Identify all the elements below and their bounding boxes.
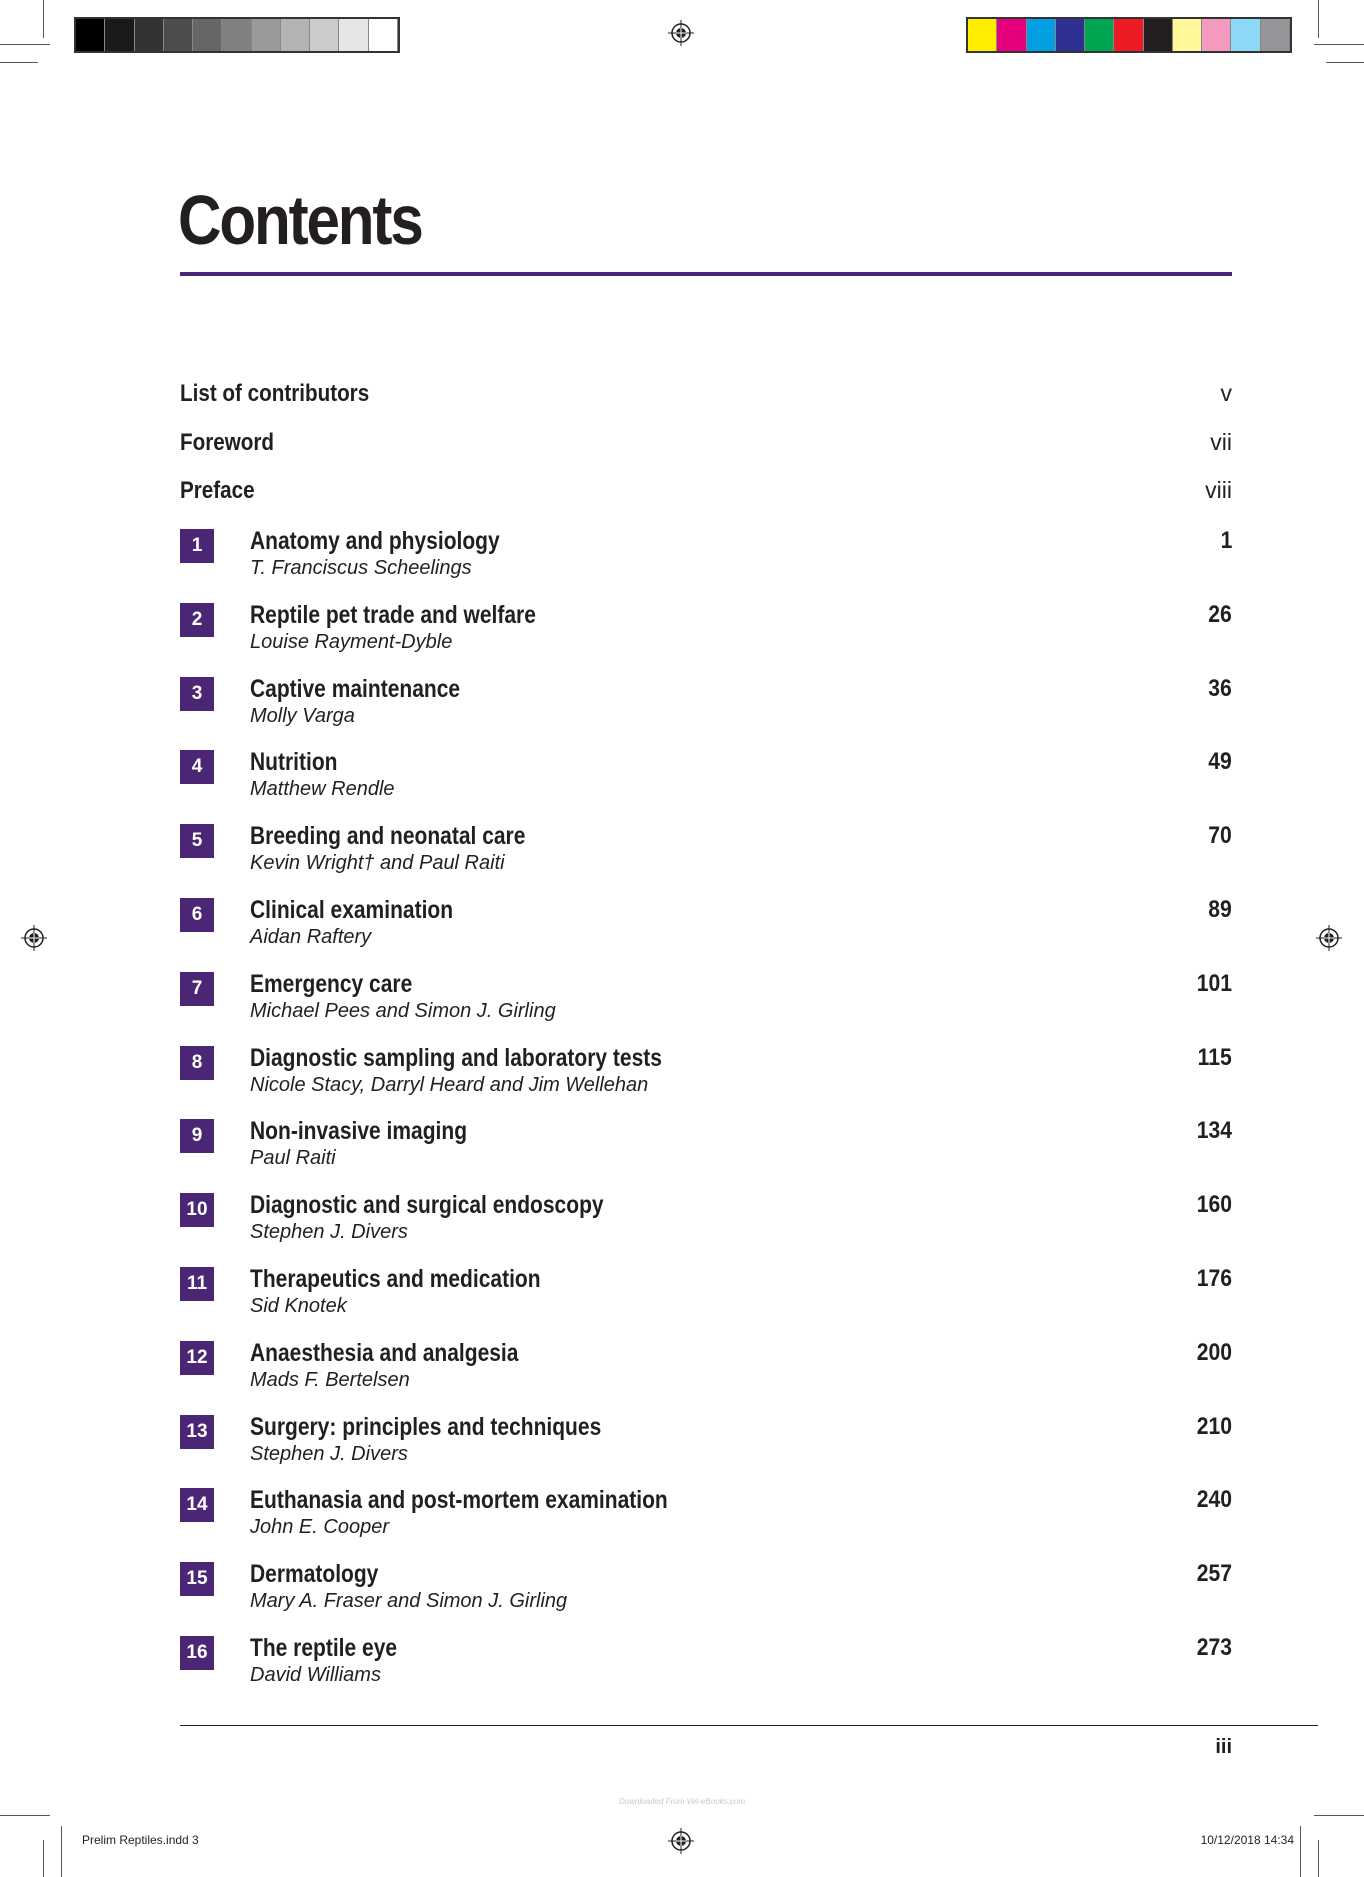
toc-chapter-row[interactable]	[180, 1339, 1232, 1395]
chapter-title: Diagnostic and surgical endoscopy	[250, 1191, 604, 1219]
color-swatch	[997, 19, 1026, 51]
crop-mark-bottom-right-v	[1318, 1840, 1319, 1877]
crop-mark-bottom-left-v	[43, 1840, 44, 1877]
chapter-page-number: 134	[1196, 1117, 1232, 1144]
toc-entry-title: List of contributors	[180, 380, 370, 407]
toc-chapter-row[interactable]	[180, 527, 1232, 583]
chapter-author: Aidan Raftery	[250, 926, 372, 948]
chapter-author: Stephen J. Divers	[250, 1221, 408, 1243]
slug-filename: Prelim Reptiles.indd 3	[82, 1833, 199, 1847]
toc-front-matter-row[interactable]	[180, 429, 1232, 461]
toc-chapter-row[interactable]	[180, 1044, 1232, 1100]
color-swatch	[193, 19, 222, 51]
chapter-page-number: 160	[1196, 1191, 1232, 1218]
chapter-page-number: 89	[1208, 896, 1232, 923]
chapter-author: Mads F. Bertelsen	[250, 1369, 410, 1391]
color-swatch	[369, 19, 398, 51]
grayscale-color-bar	[74, 17, 400, 53]
toc-entry-title: Preface	[180, 477, 255, 504]
chapter-title: Euthanasia and post-mortem examination	[250, 1486, 668, 1514]
chapter-title: Therapeutics and medication	[250, 1265, 541, 1293]
chapter-title: Surgery: principles and techniques	[250, 1413, 602, 1441]
toc-chapter-row[interactable]	[180, 1117, 1232, 1173]
crop-mark-bottom-left-v2	[61, 1826, 62, 1877]
chapter-page-number: 176	[1196, 1265, 1232, 1292]
chapter-title: Anatomy and physiology	[250, 527, 500, 555]
color-swatch	[1202, 19, 1231, 51]
chapter-page-number: 70	[1208, 822, 1232, 849]
chapter-author: Mary A. Fraser and Simon J. Girling	[250, 1590, 568, 1612]
chapter-title: Emergency care	[250, 970, 413, 998]
registration-mark-icon	[1316, 925, 1342, 951]
color-swatch	[105, 19, 134, 51]
chapter-author: Molly Varga	[250, 705, 355, 727]
chapter-page-number: 115	[1197, 1044, 1232, 1071]
chapter-title: The reptile eye	[250, 1634, 398, 1662]
chapter-number-badge: 13	[180, 1415, 214, 1449]
footer-rule	[180, 1725, 1318, 1726]
crop-mark-top-left-h	[0, 44, 50, 45]
chapter-title: Dermatology	[250, 1560, 379, 1588]
toc-page-number: viii	[1205, 477, 1232, 503]
crop-mark-top-left-v	[43, 0, 44, 38]
chapter-number-badge: 9	[180, 1119, 214, 1153]
toc-chapter-row[interactable]	[180, 1560, 1232, 1616]
page-title: Contents	[178, 181, 422, 259]
chapter-page-number: 26	[1208, 601, 1232, 628]
chapter-title: Nutrition	[250, 748, 338, 776]
chapter-number-badge: 15	[180, 1562, 214, 1596]
chapter-number-badge: 11	[180, 1267, 214, 1301]
chapter-page-number: 200	[1196, 1339, 1232, 1366]
chapter-author: Sid Knotek	[250, 1295, 347, 1317]
color-swatch	[1085, 19, 1114, 51]
page-number: iii	[1215, 1736, 1232, 1758]
chapter-title: Captive maintenance	[250, 675, 461, 703]
toc-entry-title: Foreword	[180, 429, 275, 456]
registration-mark-icon	[21, 925, 47, 951]
toc-chapter-row[interactable]	[180, 675, 1232, 731]
color-swatch	[164, 19, 193, 51]
chapter-number-badge: 1	[180, 529, 214, 563]
chapter-author: David Williams	[250, 1664, 381, 1686]
chapter-author: John E. Cooper	[250, 1516, 389, 1538]
chapter-title: Diagnostic sampling and laboratory tests	[250, 1044, 662, 1072]
color-swatch	[1027, 19, 1056, 51]
chapter-author: Matthew Rendle	[250, 778, 395, 800]
crop-mark-top-right-h2	[1326, 62, 1364, 63]
chapter-title: Breeding and neonatal care	[250, 822, 526, 850]
color-swatch	[252, 19, 281, 51]
crop-mark-top-left-v2	[0, 62, 38, 63]
chapter-number-badge: 3	[180, 677, 214, 711]
registration-mark-icon	[668, 1828, 694, 1854]
chapter-author: Nicole Stacy, Darryl Heard and Jim Wellehan	[250, 1074, 649, 1096]
chapter-number-badge: 10	[180, 1193, 214, 1227]
toc-page-number: vii	[1210, 429, 1232, 455]
watermark: Downloaded From Vet-eBooks.com	[619, 1797, 745, 1806]
chapter-author: Stephen J. Divers	[250, 1443, 408, 1465]
color-swatch	[76, 19, 105, 51]
chapter-page-number: 49	[1208, 748, 1232, 775]
toc-chapter-row[interactable]	[180, 970, 1232, 1026]
toc-chapter-row[interactable]	[180, 1634, 1232, 1690]
chapter-number-badge: 6	[180, 898, 214, 932]
color-swatch	[310, 19, 339, 51]
crop-mark-bottom-left-h	[0, 1815, 50, 1816]
chapter-author: Michael Pees and Simon J. Girling	[250, 1000, 556, 1022]
cmyk-color-bar	[966, 17, 1292, 53]
crop-mark-top-right-v	[1318, 0, 1319, 38]
crop-mark-top-right-h	[1314, 44, 1364, 45]
chapter-number-badge: 7	[180, 972, 214, 1006]
chapter-author: T. Franciscus Scheelings	[250, 557, 472, 579]
chapter-title: Clinical examination	[250, 896, 454, 924]
crop-mark-bottom-right-h	[1314, 1815, 1364, 1816]
chapter-page-number: 257	[1196, 1560, 1232, 1587]
chapter-number-badge: 12	[180, 1341, 214, 1375]
toc-chapter-row[interactable]	[180, 1413, 1232, 1469]
chapter-author: Kevin Wright† and Paul Raiti	[250, 852, 505, 874]
chapter-number-badge: 5	[180, 824, 214, 858]
color-swatch	[222, 19, 251, 51]
color-swatch	[1261, 19, 1290, 51]
chapter-author: Paul Raiti	[250, 1147, 336, 1169]
chapter-page-number: 1	[1220, 527, 1232, 554]
chapter-number-badge: 14	[180, 1488, 214, 1522]
title-rule	[180, 272, 1232, 276]
color-swatch	[1056, 19, 1085, 51]
chapter-title: Reptile pet trade and welfare	[250, 601, 536, 629]
color-swatch	[339, 19, 368, 51]
color-swatch	[135, 19, 164, 51]
color-swatch	[1144, 19, 1173, 51]
chapter-number-badge: 16	[180, 1636, 214, 1670]
chapter-author: Louise Rayment-Dyble	[250, 631, 453, 653]
toc-chapter-row[interactable]	[180, 1486, 1232, 1542]
chapter-page-number: 101	[1196, 970, 1232, 997]
slug-timestamp: 10/12/2018 14:34	[1200, 1833, 1294, 1847]
toc-chapter-row[interactable]	[180, 601, 1232, 657]
toc-chapter-row[interactable]	[180, 896, 1232, 952]
chapter-page-number: 36	[1208, 675, 1232, 702]
chapter-number-badge: 2	[180, 603, 214, 637]
toc-front-matter-row[interactable]	[180, 380, 1232, 412]
chapter-page-number: 210	[1196, 1413, 1232, 1440]
toc-front-matter-row[interactable]	[180, 477, 1232, 509]
chapter-title: Anaesthesia and analgesia	[250, 1339, 519, 1367]
chapter-title: Non-invasive imaging	[250, 1117, 468, 1145]
color-swatch	[1173, 19, 1202, 51]
chapter-number-badge: 4	[180, 750, 214, 784]
chapter-number-badge: 8	[180, 1046, 214, 1080]
toc-page-number: v	[1220, 380, 1232, 406]
crop-mark-bottom-right-v2	[1300, 1826, 1301, 1877]
color-swatch	[1231, 19, 1260, 51]
toc-chapter-row[interactable]	[180, 822, 1232, 878]
color-swatch	[1114, 19, 1143, 51]
color-swatch	[281, 19, 310, 51]
toc-chapter-row[interactable]	[180, 748, 1232, 804]
chapter-page-number: 273	[1196, 1634, 1232, 1661]
registration-mark-icon	[668, 20, 694, 46]
toc-chapter-row[interactable]	[180, 1191, 1232, 1247]
toc-chapter-row[interactable]	[180, 1265, 1232, 1321]
chapter-page-number: 240	[1196, 1486, 1232, 1513]
color-swatch	[968, 19, 997, 51]
